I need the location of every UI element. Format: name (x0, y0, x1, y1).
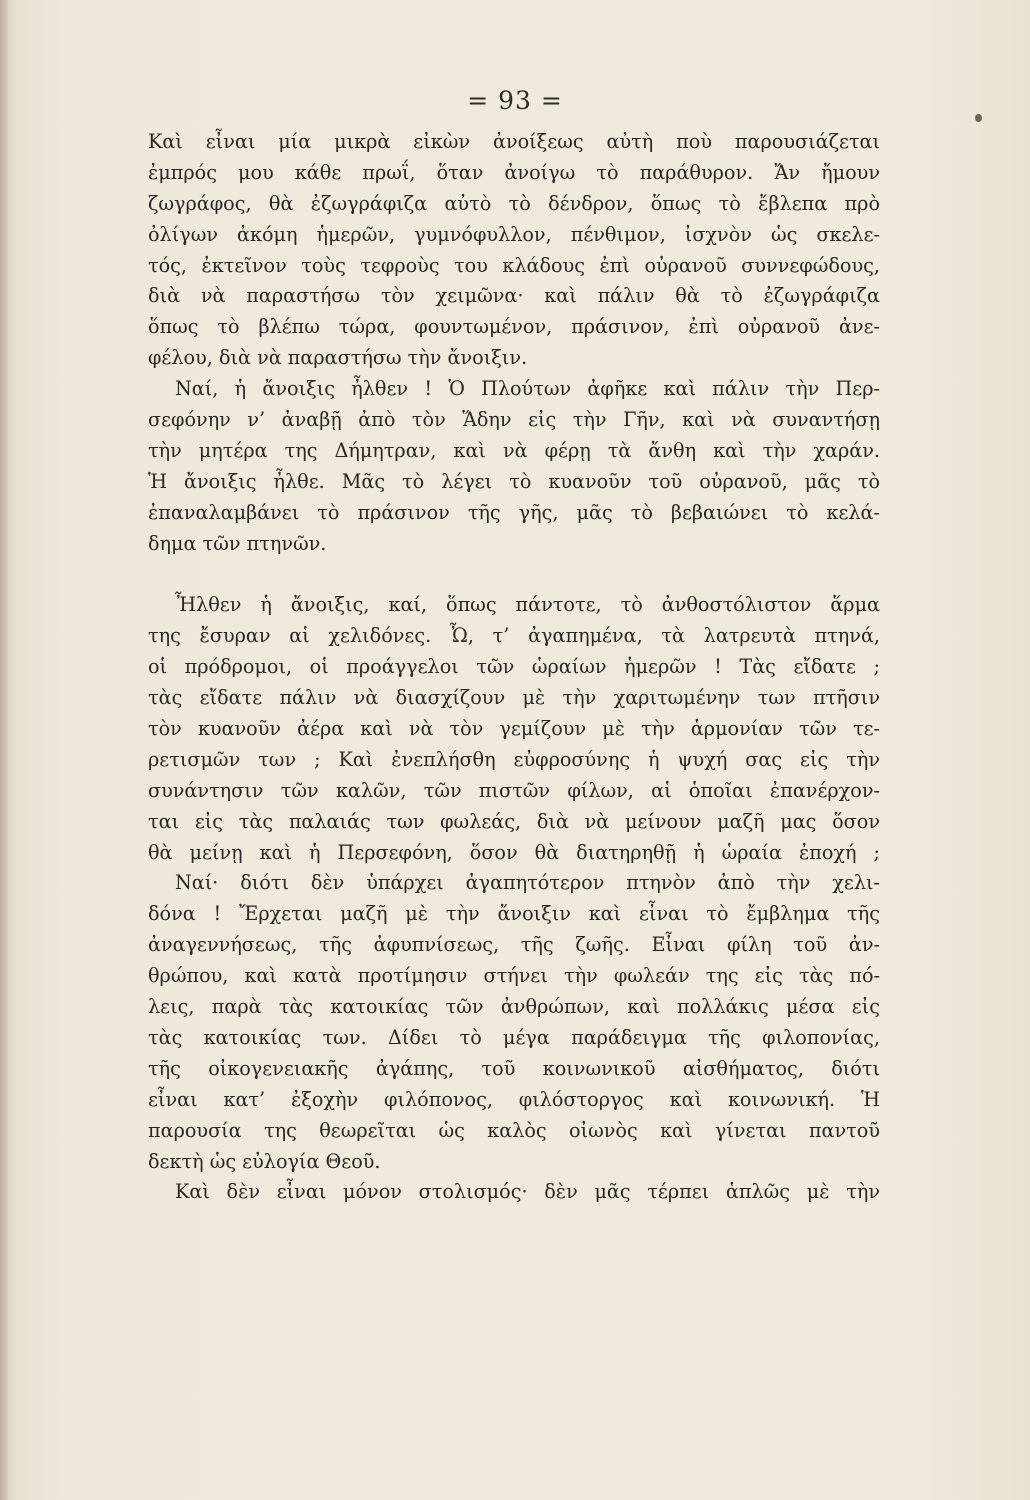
text-line: δημα τῶν πτηνῶν. (148, 531, 327, 555)
text-line: Ἡ ἄνοιξις ἦλθε. Μᾶς τὸ λέγει τὸ κυανοῦν τοῦ οὐρανοῦ, μᾶς τὸ (148, 469, 880, 493)
text-line: τὴν μητέρα της Δήμητραν, καὶ νὰ φέρῃ τὰ ἄνθη καὶ τὴν χαράν. (148, 438, 880, 462)
text-line: τὰς κατοικίας των. Δίδει τὸ μέγα παράδειγμα τῆς φιλοπονίας, (148, 1025, 880, 1049)
paragraph-gap (148, 559, 880, 590)
text-line: ἐμπρός μου κάθε πρωΐ, ὅταν ἀνοίγω τὸ παράθυρον. Ἄν ἤμουν (148, 160, 880, 184)
text-line: θὰ μείνῃ καὶ ἡ Περσεφόνη, ὅσον θὰ διατηρηθῇ ἡ ὡραία ἐποχή ; (148, 840, 880, 864)
text-line: ζωγράφος, θὰ ἐζωγράφιζα αὐτὸ τὸ δένδρον, ὅπως τὸ ἔβλεπα πρὸ (148, 191, 880, 215)
text-line: διὰ νὰ παραστήσω τὸν χειμῶνα· καὶ πάλιν θὰ τὸ ἐζωγράφιζα (148, 284, 880, 308)
text-line: δόνα ! Ἔρχεται μαζῆ μὲ τὴν ἄνοιξιν καὶ εἶναι τὸ ἔμβλημα τῆς (148, 902, 880, 926)
text-line: θρώπου, καὶ κατὰ προτίμησιν στήνει τὴν φωλεάν της εἰς τὰς πό- (148, 964, 880, 988)
text-line: εἶναι κατ’ ἐξοχὴν φιλόπονος, φιλόστοργος καὶ κοινωνική. Ἡ (148, 1087, 880, 1111)
text-line: Ναί· διότι δὲν ὑπάρχει ἀγαπητότερον πτηνὸν ἀπὸ τὴν χελι- (175, 871, 880, 895)
text-line: ρετισμῶν των ; Καὶ ἐνεπλήσθη εὐφροσύνης ἡ ψυχή σας εἰς τὴν (148, 747, 880, 771)
text-line: σεφόνην ν’ ἀναβῇ ἀπὸ τὸν Ἅδην εἰς τὴν Γῆν, καὶ νὰ συναντήσῃ (148, 408, 880, 432)
page-number: = 93 = (467, 86, 563, 115)
text-line: Ναί, ἡ ἄνοιξις ἦλθεν ! Ὁ Πλούτων ἀφῆκε καὶ πάλιν τὴν Περ- (175, 377, 880, 401)
text-line: τῆς οἰκογενειακῆς ἀγάπης, τοῦ κοινωνικοῦ αἰσθήματος, διότι (148, 1056, 880, 1080)
text-line: Καὶ εἶναι μία μικρὰ εἰκὼν ἀνοίξεως αὐτὴ ποὺ παρουσιάζεται (148, 130, 880, 153)
text-line: της ἔσυραν αἱ χελιδόνες. Ὦ, τ’ ἀγαπημένα, τὰ λατρευτὰ πτηνά, (148, 624, 880, 648)
text-line: Καὶ δὲν εἶναι μόνον στολισμός· δὲν μᾶς τέρπει ἁπλῶς μὲ τὴν (175, 1180, 880, 1204)
text-line: οἱ πρόδρομοι, οἱ προάγγελοι τῶν ὡραίων ἡμερῶν ! Τὰς εἴδατε ; (148, 655, 880, 679)
text-line: ὀλίγων ἀκόμη ἡμερῶν, γυμνόφυλλον, πένθιμον, ἰσχνὸν ὡς σκελε- (148, 222, 880, 246)
text-line: τός, ἐκτεῖνον τοὺς τεφροὺς του κλάδους ἐπὶ οὐρανοῦ συννεφώδους, (148, 253, 880, 277)
text-line: ἐπαναλαμβάνει τὸ πράσινον τῆς γῆς, μᾶς τὸ βεβαιώνει τὸ κελά- (148, 500, 880, 524)
text-line: συνάντησιν τῶν καλῶν, τῶν πιστῶν φίλων, αἱ ὁποῖαι ἐπανέρχον- (148, 778, 880, 802)
text-line: ὅπως τὸ βλέπω τώρα, φουντωμένον, πράσινον, ἐπὶ οὐρανοῦ ἀνε- (148, 315, 880, 339)
text-line: τὸν κυανοῦν ἀέρα καὶ νὰ τὸν γεμίζουν μὲ τὴν ἁρμονίαν τῶν τε- (148, 717, 880, 741)
text-line: Ἦλθεν ἡ ἄνοιξις, καί, ὅπως πάντοτε, τὸ ἀνθοστόλιστον ἅρμα (175, 593, 880, 617)
text-line: φέλου, διὰ νὰ παραστήσω τὴν ἄνοιξιν. (148, 346, 528, 370)
text-line: δεκτὴ ὡς εὐλογία Θεοῦ. (148, 1149, 381, 1173)
text-line: ἀναγεννήσεως, τῆς ἀφυπνίσεως, τῆς ζωῆς. Εἶναι φίλη τοῦ ἀν- (148, 933, 880, 957)
text-line: παρουσία της θεωρεῖται ὡς καλὸς οἰωνὸς καὶ γίνεται παντοῦ (148, 1118, 880, 1142)
text-line: ται εἰς τὰς παλαιάς των φωλεάς, διὰ νὰ μείνουν μαζῆ μας ὅσον (148, 809, 880, 833)
body-text (148, 127, 880, 1208)
binding-edge (0, 0, 8, 1500)
text-line: λεις, παρὰ τὰς κατοικίας τῶν ἀνθρώπων, καὶ πολλάκις μέσα εἰς (148, 995, 880, 1019)
text-line: τὰς εἴδατε πάλιν νὰ διασχίζουν μὲ τὴν χαριτωμένην των πτῆσιν (148, 686, 880, 710)
ink-speck (975, 114, 982, 122)
